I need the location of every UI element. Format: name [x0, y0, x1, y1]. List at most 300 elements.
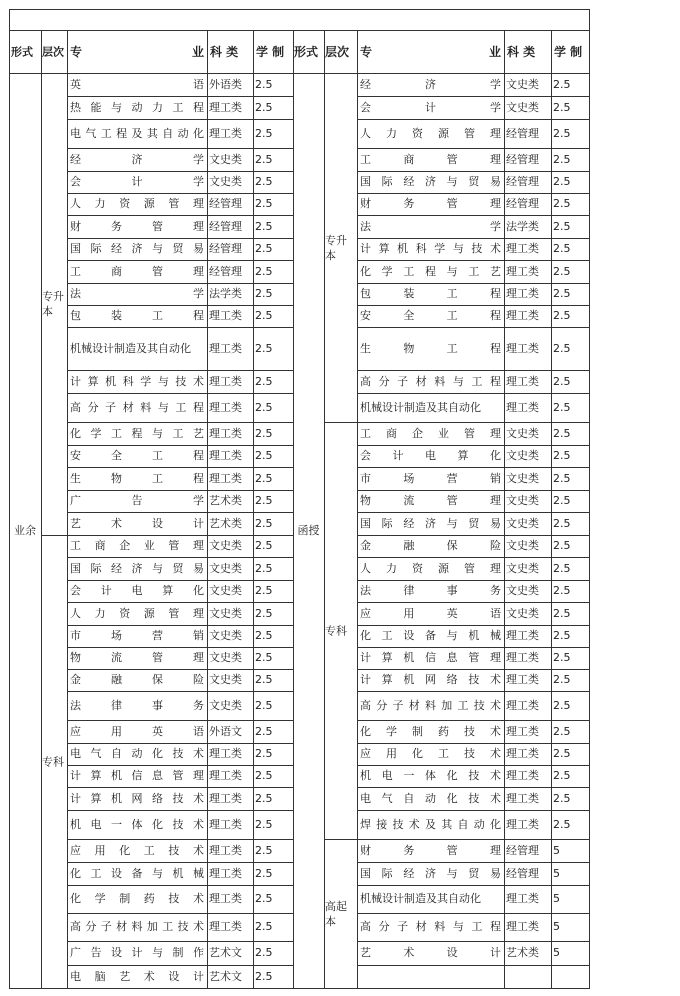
right-category-cell-text: 理工类: [506, 341, 539, 355]
right-duration-cell: [551, 215, 590, 239]
header-category-right: [504, 30, 552, 74]
left-duration-cell: [253, 941, 294, 966]
right-major-cell-text: 会计学: [360, 100, 501, 114]
right-form-cell: [293, 73, 325, 989]
right-level-cell: [324, 839, 358, 989]
right-duration-cell: [551, 885, 590, 914]
right-major-cell-text: 物流管理: [360, 494, 501, 507]
right-category-cell: [504, 647, 552, 670]
left-category-cell-text: 理工类: [209, 892, 242, 905]
left-major-cell-text: 高分子材料加工技术: [70, 920, 204, 933]
right-category-cell: [504, 743, 552, 766]
right-duration-cell-text: 2.5: [553, 724, 571, 738]
right-major-cell: [357, 283, 505, 306]
left-duration-cell: [253, 73, 294, 97]
right-duration-cell-text: 2.5: [553, 769, 571, 782]
left-category-cell: [207, 305, 254, 328]
left-major-cell: [67, 119, 208, 149]
right-category-cell: [504, 445, 552, 468]
left-duration-cell-text: 2.5: [255, 77, 273, 91]
left-major-cell-text: 电气工程及其自动化: [70, 126, 204, 140]
right-major-cell: [357, 490, 505, 513]
left-category-cell: [207, 941, 254, 966]
header-form: [9, 30, 42, 74]
left-major-cell: [67, 215, 208, 239]
right-major-cell-text: 高分子材料与工程: [360, 374, 501, 388]
left-major-cell: [67, 913, 208, 942]
right-major-cell-text: 艺术设计: [360, 946, 501, 959]
left-category-cell: [207, 965, 254, 989]
right-duration-cell-text: 2.5: [553, 817, 571, 831]
right-major-cell: [357, 580, 505, 603]
right-category-cell: [504, 691, 552, 721]
right-category-cell: [504, 913, 552, 942]
left-duration-cell: [253, 810, 294, 840]
left-major-cell-text: 法律事务: [70, 698, 204, 712]
right-duration-cell-text: 2.5: [553, 175, 571, 188]
left-duration-cell-text: 2.5: [255, 539, 273, 552]
left-duration-cell-text: 2.5: [255, 287, 273, 300]
right-duration-cell: [551, 580, 590, 603]
right-major-cell-text: 化学制药技术: [360, 724, 501, 738]
right-major-cell-text: 法学: [360, 219, 501, 233]
left-duration-cell: [253, 467, 294, 491]
right-category-cell: [504, 467, 552, 491]
header-duration: [253, 30, 294, 74]
left-category-cell: [207, 885, 254, 914]
right-duration-cell-text: 2.5: [553, 197, 571, 210]
right-category-cell: [504, 885, 552, 914]
right-major-cell-text: 国际经济与贸易: [360, 175, 501, 188]
right-major-cell-text: 应用化工技术: [360, 747, 501, 760]
left-duration-cell-text: 2.5: [255, 724, 273, 738]
right-category-cell-text: 理工类: [506, 287, 539, 300]
left-duration-cell: [253, 327, 294, 371]
right-category-cell: [504, 557, 552, 581]
left-duration-cell: [253, 765, 294, 788]
right-duration-cell: [551, 305, 590, 328]
right-form-cell-text: 函授: [297, 523, 320, 537]
right-major-cell-text: 法律事务: [360, 584, 501, 597]
left-category-cell: [207, 148, 254, 172]
left-duration-cell-text: 2.5: [255, 969, 273, 983]
left-category-cell: [207, 787, 254, 811]
left-major-cell: [67, 305, 208, 328]
right-duration-cell-text: 2.5: [553, 791, 571, 805]
right-duration-cell-text: 2.5: [553, 341, 571, 355]
right-category-cell-text: 理工类: [506, 673, 539, 686]
right-duration-cell-text: 2.5: [553, 651, 571, 664]
left-duration-cell-text: 2.5: [255, 606, 273, 620]
left-major-cell-text: 艺术设计: [70, 516, 204, 530]
right-major-cell: [357, 96, 505, 120]
right-category-cell-text: 艺术类: [506, 946, 539, 959]
left-category-cell-text: 理工类: [209, 769, 242, 782]
right-category-cell: [504, 96, 552, 120]
right-major-cell: [357, 422, 505, 446]
left-major-cell-text: 经济学: [70, 152, 204, 166]
right-major-cell: [357, 765, 505, 788]
header-category-text: 科 类: [210, 44, 239, 59]
right-level-cell-text: 高起本: [325, 899, 347, 928]
left-major-cell-text: 电脑艺术设计: [70, 969, 204, 983]
right-level-cell-text: 专科: [325, 624, 347, 637]
header-duration-text: 学 制: [256, 44, 285, 59]
left-category-cell: [207, 580, 254, 603]
right-major-cell-text: 机械设计制造及其自动化: [360, 400, 481, 414]
left-duration-cell: [253, 305, 294, 328]
left-duration-cell-text: 2.5: [255, 197, 273, 210]
left-category-cell-text: 经管理: [209, 242, 242, 255]
left-duration-cell: [253, 787, 294, 811]
left-duration-cell-text: 2.5: [255, 843, 273, 857]
left-category-cell-text: 理工类: [209, 791, 242, 805]
right-category-cell-text: 经管理: [506, 152, 539, 166]
left-major-cell: [67, 393, 208, 423]
left-level-cell-text: 专科: [42, 755, 64, 768]
right-duration-cell: [551, 283, 590, 306]
right-duration-cell: [551, 625, 590, 648]
left-duration-cell-text: 2.5: [255, 747, 273, 760]
right-duration-cell: [551, 557, 590, 581]
left-category-cell-text: 文史类: [209, 584, 242, 597]
right-duration-cell: [551, 862, 590, 886]
right-duration-cell: [551, 422, 590, 446]
right-duration-cell-text: 2.5: [553, 374, 571, 388]
right-duration-cell-text: 2.5: [553, 426, 571, 440]
left-duration-cell: [253, 647, 294, 670]
left-major-cell-text: 计算机信息管理: [70, 769, 204, 782]
right-duration-cell-text: 5: [553, 866, 560, 880]
right-major-cell: [357, 625, 505, 648]
right-duration-cell: [551, 393, 590, 423]
right-category-cell-text: 理工类: [506, 698, 539, 712]
left-duration-cell-text: 2.5: [255, 866, 273, 880]
left-category-cell: [207, 512, 254, 536]
left-duration-cell-text: 2.5: [255, 126, 273, 140]
right-duration-cell-text: 2.5: [553, 471, 571, 485]
right-major-cell: [357, 119, 505, 149]
right-category-cell-text: 经管理: [506, 175, 539, 188]
right-duration-cell-text: 5: [553, 946, 560, 959]
left-major-cell: [67, 327, 208, 371]
left-category-cell-text: 理工类: [209, 866, 242, 880]
right-category-cell: [504, 238, 552, 261]
right-category-cell: [504, 625, 552, 648]
right-category-cell-text: 经管理: [506, 126, 539, 140]
left-duration-cell: [253, 148, 294, 172]
left-duration-cell-text: 2.5: [255, 494, 273, 507]
right-duration-cell: [551, 512, 590, 536]
left-duration-cell-text: 2.5: [255, 629, 273, 642]
left-duration-cell-text: 2.5: [255, 152, 273, 166]
header-major-text: 专 业: [70, 44, 204, 59]
right-major-cell-text: 高分子材料与工程: [360, 920, 501, 933]
left-major-cell: [67, 625, 208, 648]
right-duration-cell: [551, 119, 590, 149]
left-duration-cell-text: 2.5: [255, 673, 273, 686]
left-category-cell: [207, 720, 254, 744]
right-duration-cell: [551, 467, 590, 491]
left-category-cell-text: 艺术类: [209, 494, 242, 507]
left-major-cell-text: 应用英语: [70, 724, 204, 738]
right-duration-cell: [551, 743, 590, 766]
left-category-cell: [207, 260, 254, 284]
left-category-cell: [207, 913, 254, 942]
left-major-cell-text: 英语: [70, 77, 204, 91]
left-level-cell-text: 专升本: [42, 290, 64, 318]
left-duration-cell-text: 2.5: [255, 516, 273, 530]
left-category-cell: [207, 327, 254, 371]
header-level: [41, 30, 68, 74]
right-major-cell-text: 计算机信息管理: [360, 651, 501, 664]
right-category-cell-text: 理工类: [506, 791, 539, 805]
right-duration-cell-text: 2.5: [553, 219, 571, 233]
left-major-cell-text: 市场营销: [70, 629, 204, 642]
left-duration-cell: [253, 557, 294, 581]
left-category-cell: [207, 765, 254, 788]
left-category-cell: [207, 862, 254, 886]
right-level-cell: [324, 422, 358, 840]
right-major-cell-text: 经济学: [360, 77, 501, 91]
right-category-cell-text: 文史类: [506, 100, 539, 114]
left-category-cell: [207, 743, 254, 766]
right-category-cell: [504, 215, 552, 239]
right-category-cell: [504, 965, 552, 989]
left-major-cell-text: 广告设计与制作: [70, 946, 204, 959]
right-duration-cell: [551, 370, 590, 394]
right-major-cell: [357, 691, 505, 721]
right-category-cell-text: 经管理: [506, 197, 539, 210]
right-category-cell: [504, 171, 552, 194]
right-category-cell-text: 文史类: [506, 561, 539, 575]
left-major-cell: [67, 720, 208, 744]
header-duration-right: [551, 30, 590, 74]
right-category-cell: [504, 283, 552, 306]
left-duration-cell-text: 2.5: [255, 400, 273, 414]
right-major-cell: [357, 885, 505, 914]
left-category-cell: [207, 691, 254, 721]
left-category-cell-text: 理工类: [209, 920, 242, 933]
left-category-cell: [207, 647, 254, 670]
left-major-cell-text: 物流管理: [70, 651, 204, 664]
right-category-cell: [504, 535, 552, 558]
right-duration-cell: [551, 73, 590, 97]
left-major-cell-text: 工商企业管理: [70, 539, 204, 552]
left-category-cell: [207, 535, 254, 558]
left-category-cell: [207, 215, 254, 239]
left-category-cell: [207, 625, 254, 648]
right-major-cell: [357, 965, 505, 989]
right-category-cell: [504, 148, 552, 172]
right-duration-cell-text: 2.5: [553, 673, 571, 686]
left-duration-cell: [253, 260, 294, 284]
left-duration-cell-text: 2.5: [255, 817, 273, 831]
right-duration-cell-text: 2.5: [553, 516, 571, 530]
right-category-cell-text: 文史类: [506, 494, 539, 507]
left-major-cell: [67, 260, 208, 284]
left-duration-cell: [253, 238, 294, 261]
left-category-cell-text: 理工类: [209, 843, 242, 857]
left-major-cell: [67, 283, 208, 306]
left-duration-cell-text: 2.5: [255, 426, 273, 440]
right-duration-cell-text: 5: [553, 843, 560, 857]
left-major-cell: [67, 602, 208, 626]
left-duration-cell-text: 2.5: [255, 946, 273, 959]
header-category-right-text: 科 类: [507, 44, 536, 59]
left-major-cell-text: 计算机科学与技术: [70, 374, 204, 388]
header-form-text: 形式: [11, 45, 33, 58]
right-major-cell: [357, 215, 505, 239]
left-duration-cell-text: 2.5: [255, 374, 273, 388]
left-duration-cell: [253, 393, 294, 423]
right-major-cell-text: 国际经济与贸易: [360, 516, 501, 530]
header-major: [67, 30, 208, 74]
header-level-text: 层次: [42, 45, 64, 58]
left-major-cell: [67, 862, 208, 886]
left-major-cell-text: 化学制药技术: [70, 892, 204, 905]
left-duration-cell-text: 2.5: [255, 651, 273, 664]
right-category-cell-text: 文史类: [506, 516, 539, 530]
header-form-right-text: 形式: [294, 44, 319, 59]
right-category-cell-text: 理工类: [506, 309, 539, 322]
right-level-cell-text: 专升本: [325, 233, 347, 262]
left-duration-cell: [253, 512, 294, 536]
left-major-cell-text: 机电一体化技术: [70, 817, 204, 831]
left-category-cell-text: 文史类: [209, 152, 242, 166]
right-duration-cell: [551, 965, 590, 989]
right-duration-cell-text: 2.5: [553, 309, 571, 322]
right-duration-cell: [551, 647, 590, 670]
right-category-cell: [504, 580, 552, 603]
left-category-cell-text: 文史类: [209, 175, 242, 188]
left-category-cell-text: 艺术文: [209, 969, 242, 983]
left-category-cell: [207, 669, 254, 692]
left-major-cell-text: 广告学: [70, 494, 204, 507]
right-major-cell-text: 计算机网络技术: [360, 673, 501, 686]
right-duration-cell-text: 2.5: [553, 449, 571, 462]
right-major-cell: [357, 238, 505, 261]
right-major-cell: [357, 327, 505, 371]
right-major-cell: [357, 535, 505, 558]
left-major-cell: [67, 490, 208, 513]
left-duration-cell: [253, 445, 294, 468]
left-duration-cell: [253, 193, 294, 216]
right-category-cell-text: 理工类: [506, 747, 539, 760]
left-category-cell: [207, 119, 254, 149]
right-duration-cell: [551, 765, 590, 788]
left-major-cell-text: 化工设备与机械: [70, 866, 204, 880]
right-duration-cell: [551, 839, 590, 863]
right-major-cell: [357, 393, 505, 423]
left-duration-cell-text: 2.5: [255, 100, 273, 114]
right-category-cell: [504, 602, 552, 626]
right-category-cell-text: 理工类: [506, 920, 539, 933]
left-major-cell-text: 法学: [70, 287, 204, 300]
left-major-cell: [67, 743, 208, 766]
left-duration-cell-text: 2.5: [255, 698, 273, 712]
left-duration-cell: [253, 119, 294, 149]
right-category-cell-text: 文史类: [506, 539, 539, 552]
left-category-cell-text: 经管理: [209, 197, 242, 210]
left-duration-cell: [253, 743, 294, 766]
right-category-cell-text: 法学类: [506, 219, 539, 233]
right-major-cell: [357, 512, 505, 536]
right-major-cell: [357, 743, 505, 766]
right-duration-cell: [551, 193, 590, 216]
right-duration-cell-text: 2.5: [553, 287, 571, 300]
left-duration-cell: [253, 535, 294, 558]
right-major-cell-text: 生物工程: [360, 341, 501, 355]
header-level-right: [324, 30, 358, 74]
right-major-cell-text: 化学工程与工艺: [360, 264, 501, 278]
left-major-cell: [67, 839, 208, 863]
right-major-cell: [357, 557, 505, 581]
right-category-cell-text: 理工类: [506, 629, 539, 642]
left-major-cell-text: 金融保险: [70, 673, 204, 686]
left-category-cell-text: 艺术类: [209, 516, 242, 530]
left-duration-cell: [253, 370, 294, 394]
left-category-cell-text: 文史类: [209, 561, 242, 575]
right-major-cell-text: 人力资源管理: [360, 126, 501, 140]
left-duration-cell: [253, 171, 294, 194]
right-category-cell-text: 文史类: [506, 606, 539, 620]
left-duration-cell: [253, 580, 294, 603]
left-category-cell: [207, 238, 254, 261]
left-category-cell-text: 理工类: [209, 126, 242, 140]
left-category-cell-text: 理工类: [209, 426, 242, 440]
right-category-cell-text: 理工类: [506, 374, 539, 388]
right-major-cell-text: 工商管理: [360, 152, 501, 166]
right-category-cell: [504, 810, 552, 840]
right-duration-cell-text: 2.5: [553, 264, 571, 278]
right-major-cell: [357, 720, 505, 744]
left-major-cell: [67, 422, 208, 446]
left-category-cell-text: 理工类: [209, 374, 242, 388]
top-band: [9, 9, 590, 31]
left-category-cell: [207, 171, 254, 194]
right-major-cell-text: 安全工程: [360, 309, 501, 322]
left-major-cell-text: 电气自动化技术: [70, 747, 204, 760]
left-major-cell-text: 热能与动力工程: [70, 100, 204, 114]
left-major-cell-text: 人力资源管理: [70, 197, 204, 210]
left-duration-cell: [253, 625, 294, 648]
right-category-cell-text: 文史类: [506, 426, 539, 440]
right-category-cell: [504, 512, 552, 536]
left-duration-cell-text: 2.5: [255, 892, 273, 905]
right-duration-cell: [551, 691, 590, 721]
right-duration-cell: [551, 96, 590, 120]
right-category-cell-text: 文史类: [506, 449, 539, 462]
left-level-cell: [41, 73, 68, 536]
left-major-cell: [67, 647, 208, 670]
right-major-cell-text: 应用英语: [360, 606, 501, 620]
right-major-cell: [357, 862, 505, 886]
left-category-cell: [207, 467, 254, 491]
left-category-cell-text: 理工类: [209, 309, 242, 322]
left-category-cell-text: 理工类: [209, 100, 242, 114]
left-category-cell: [207, 96, 254, 120]
left-category-cell-text: 理工类: [209, 341, 242, 355]
left-category-cell-text: 经管理: [209, 219, 242, 233]
left-category-cell: [207, 490, 254, 513]
left-category-cell: [207, 283, 254, 306]
left-major-cell-text: 人力资源管理: [70, 606, 204, 620]
right-major-cell: [357, 73, 505, 97]
right-category-cell: [504, 305, 552, 328]
right-duration-cell: [551, 148, 590, 172]
left-major-cell-text: 生物工程: [70, 471, 204, 485]
